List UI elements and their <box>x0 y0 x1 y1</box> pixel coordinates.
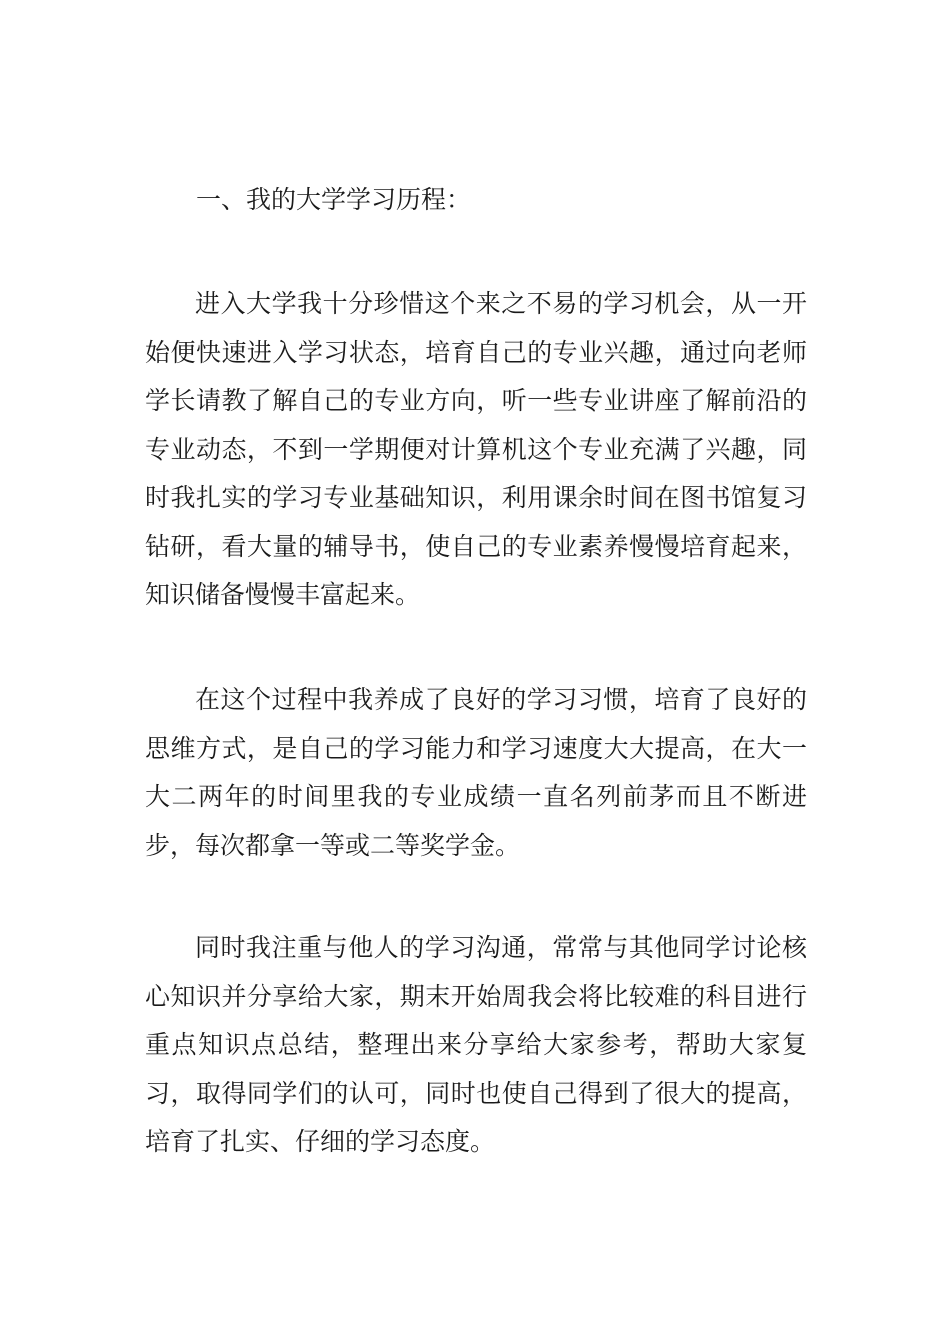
paragraph-study-habits: 在这个过程中我养成了良好的学习习惯，培育了良好的思维方式，是自己的学习能力和学习速度大大提高，在大一大二两年的时间里我的专业成绩一直名列前茅而且不断进步，每次都拿一等或二等奖学金。 <box>145 685 807 860</box>
paragraph-study-sharing: 同时我注重与他人的学习沟通，常常与其他同学讨论核心知识并分享给大家，期末开始周我会将比较难的科目进行重点知识点总结，整理出来分享给大家参考，帮助大家复习，取得同学们的认可，同时也使自己得到了很大的提高，培育了扎实、仔细的学习态度。 <box>145 933 807 1156</box>
paragraph-study-start: 进入大学我十分珍惜这个来之不易的学习机会，从一开始便快速进入学习状态，培育自己的专业兴趣，通过向老师学长请教了解自己的专业方向，听一些专业讲座了解前沿的专业动态，不到一学期便对计算机这个专业充满了兴趣，同时我扎实的学习专业基础知识，利用课余时间在图书馆复习钻研，看大量的辅导书，使自己的专业素养慢慢培育起来，知识储备慢慢丰富起来。 <box>145 289 807 609</box>
section-heading: 一、我的大学学习历程： <box>196 185 472 214</box>
